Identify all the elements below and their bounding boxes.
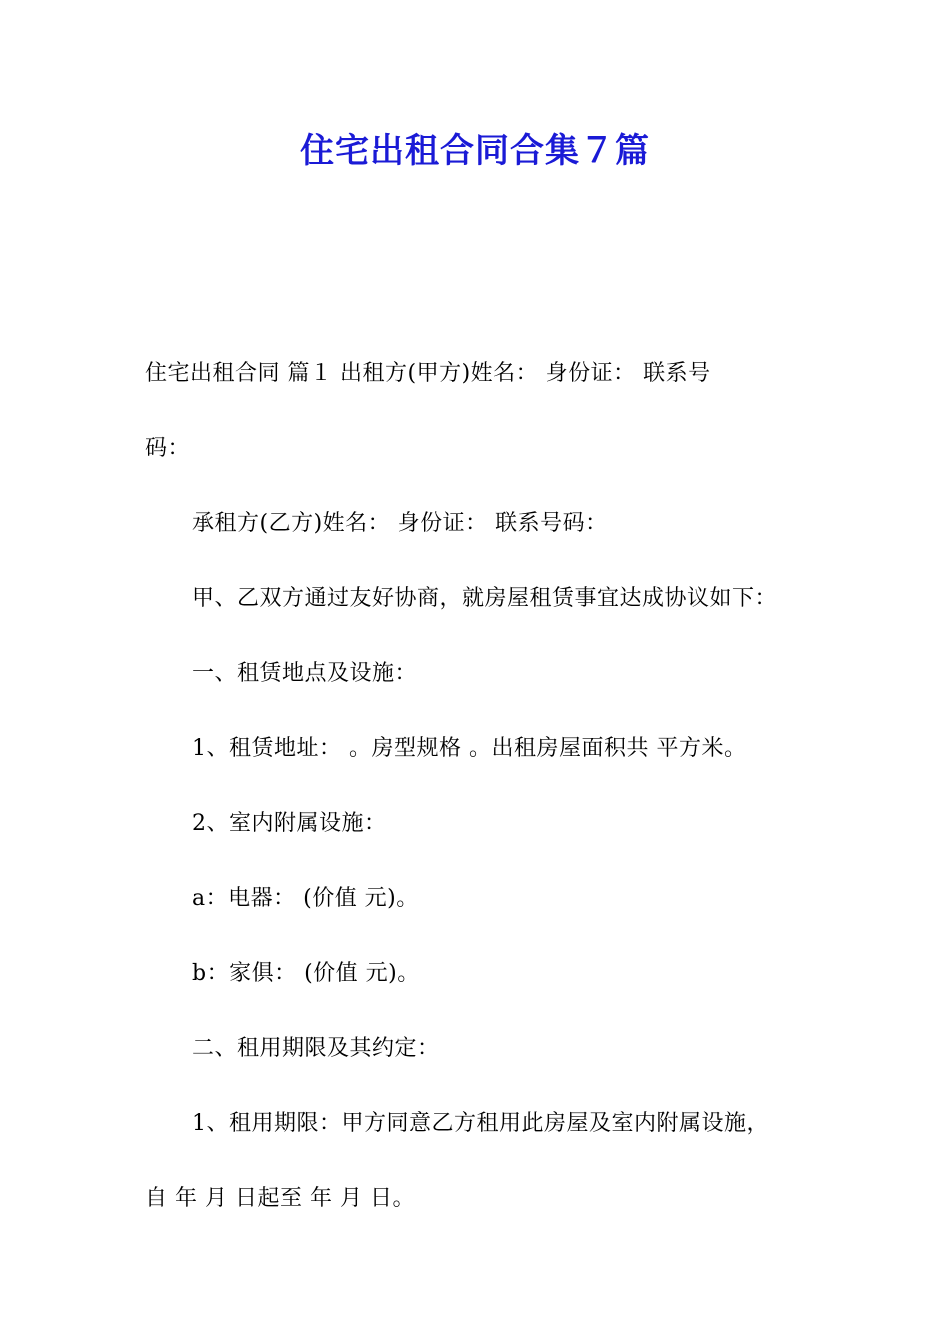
paragraph-line: 甲、乙双方通过友好协商，就房屋租赁事宜达成协议如下： bbox=[192, 586, 778, 611]
paragraph-line: b：家俱： (价值 元)。 bbox=[192, 961, 420, 986]
paragraph-line: 自 年 月 日起至 年 月 日。 bbox=[145, 1186, 415, 1211]
paragraph-line: 承租方(乙方)姓名： 身份证： 联系号码： bbox=[192, 511, 608, 536]
paragraph-line: 2、室内附属设施： bbox=[192, 811, 387, 836]
document-body bbox=[145, 336, 810, 1236]
section-heading: 一、租赁地点及设施： bbox=[192, 661, 418, 686]
paragraph-line: 住宅出租合同 篇１ 出租方(甲方)姓名： 身份证： 联系号 bbox=[145, 361, 711, 386]
paragraph-line: 码： bbox=[145, 436, 191, 461]
paragraph-line: 1、租赁地址： 。房型规格 。出租房屋面积共 平方米。 bbox=[192, 736, 747, 761]
paragraph-line: a：电器： (价值 元)。 bbox=[192, 886, 419, 911]
document-title: 住宅出租合同合集７篇 bbox=[300, 131, 650, 171]
paragraph-line: 1、租用期限：甲方同意乙方租用此房屋及室内附属设施， bbox=[192, 1111, 769, 1136]
section-heading: 二、租用期限及其约定： bbox=[192, 1036, 440, 1061]
